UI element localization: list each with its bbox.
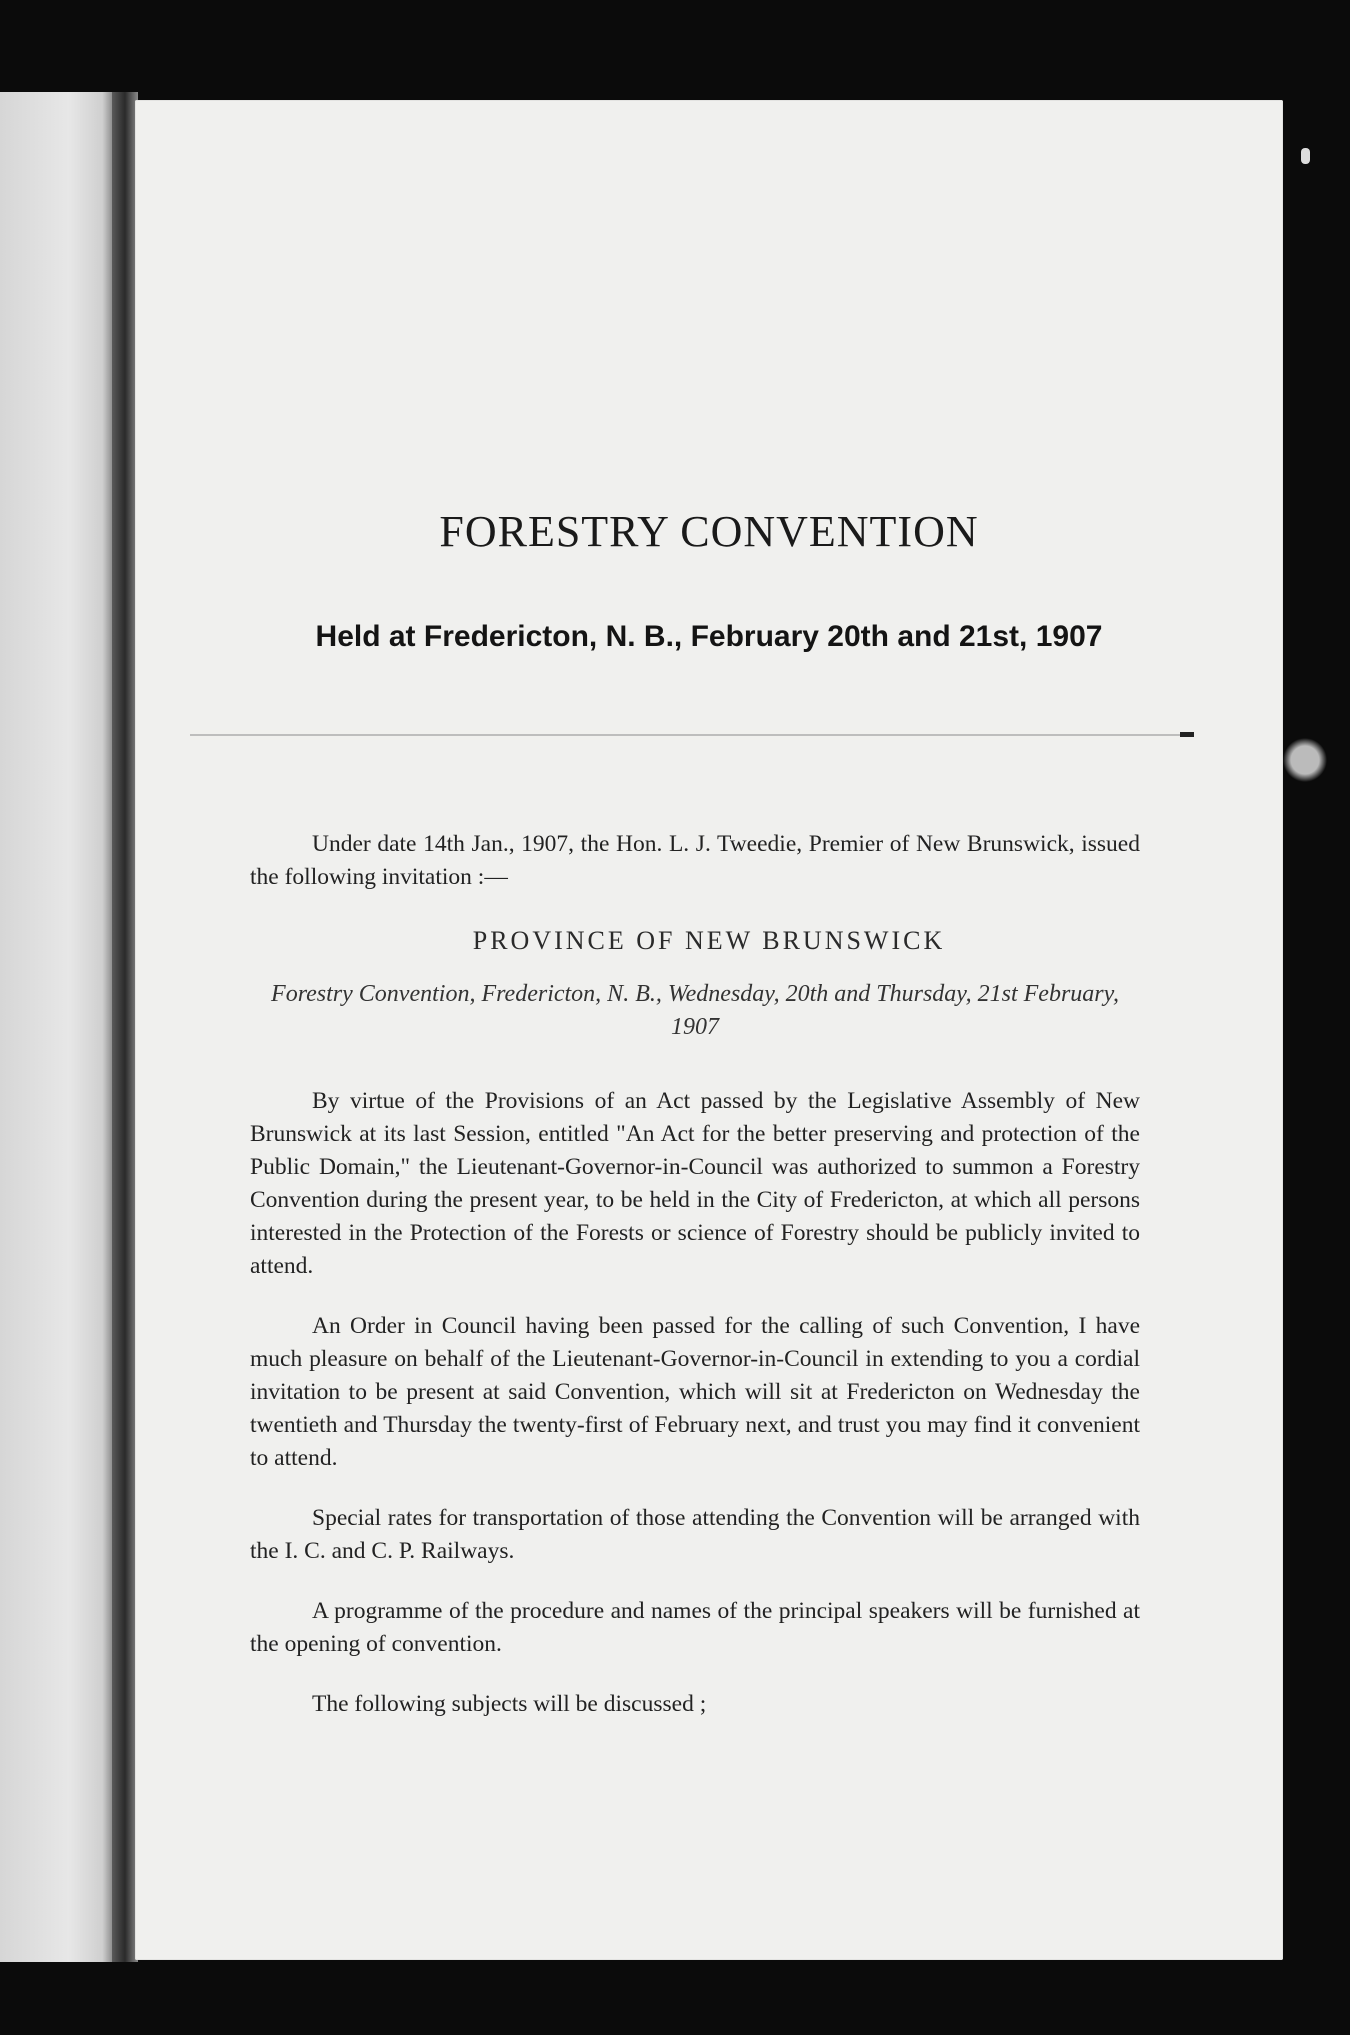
dateline: Forestry Convention, Fredericton, N. B., Wednesday, 20th and Thursday, 21st February, 1907 bbox=[271, 981, 1119, 1040]
paragraph-subjects: The following subjects will be discussed ; bbox=[312, 1691, 707, 1717]
province-heading: PROVINCE OF NEW BRUNSWICK bbox=[472, 926, 946, 955]
facing-page-edge bbox=[0, 92, 125, 1962]
page-edge-mark bbox=[1275, 720, 1350, 800]
document-subtitle: Held at Fredericton, N. B., February 20th and 21st, 1907 bbox=[315, 620, 1103, 653]
paragraph-special-rates: Special rates for transportation of those attending the Convention will be arranged with the I. C. and C. P. Railways. bbox=[250, 1505, 1140, 1564]
rule-end-mark bbox=[1180, 732, 1194, 737]
page-edge-dot bbox=[1301, 148, 1310, 164]
paragraph-provisions: By virtue of the Provisions of an Act passed by the Legislative Assembly of New Brunswick at its last Session, entitled "An Act for the better preserving and protection of the Public Domain," the Lieutenant-Governor-in-Council was authorized to summon a Forestry Convention during the present year, to be held in the City of Fredericton, at which all persons interested in the Protection of the Forests or science of Forestry should be publicly invited to attend. bbox=[250, 1088, 1140, 1279]
intro-block bbox=[250, 828, 1140, 894]
document-title: FORESTRY CONVENTION bbox=[439, 507, 979, 556]
body-text bbox=[250, 1085, 1140, 1721]
paragraph-programme: A programme of the procedure and names of the principal speakers will be furnished at the opening of convention. bbox=[250, 1598, 1140, 1657]
horizontal-rule bbox=[190, 734, 1190, 736]
paragraph-order-in-council: An Order in Council having been passed for the calling of such Convention, I have much pleasure on behalf of the Lieutenant-Governor-in-Council in extending to you a cordial invitation to be present at said Convention, which will sit at Fredericton on Wednesday the twentieth and Thursday the twenty-first of February next, and trust you may find it convenient to attend. bbox=[250, 1313, 1140, 1471]
document-page bbox=[135, 100, 1283, 1960]
intro-paragraph: Under date 14th Jan., 1907, the Hon. L. J. Tweedie, Premier of New Brunswick, issued the following invitation :— bbox=[250, 831, 1140, 890]
